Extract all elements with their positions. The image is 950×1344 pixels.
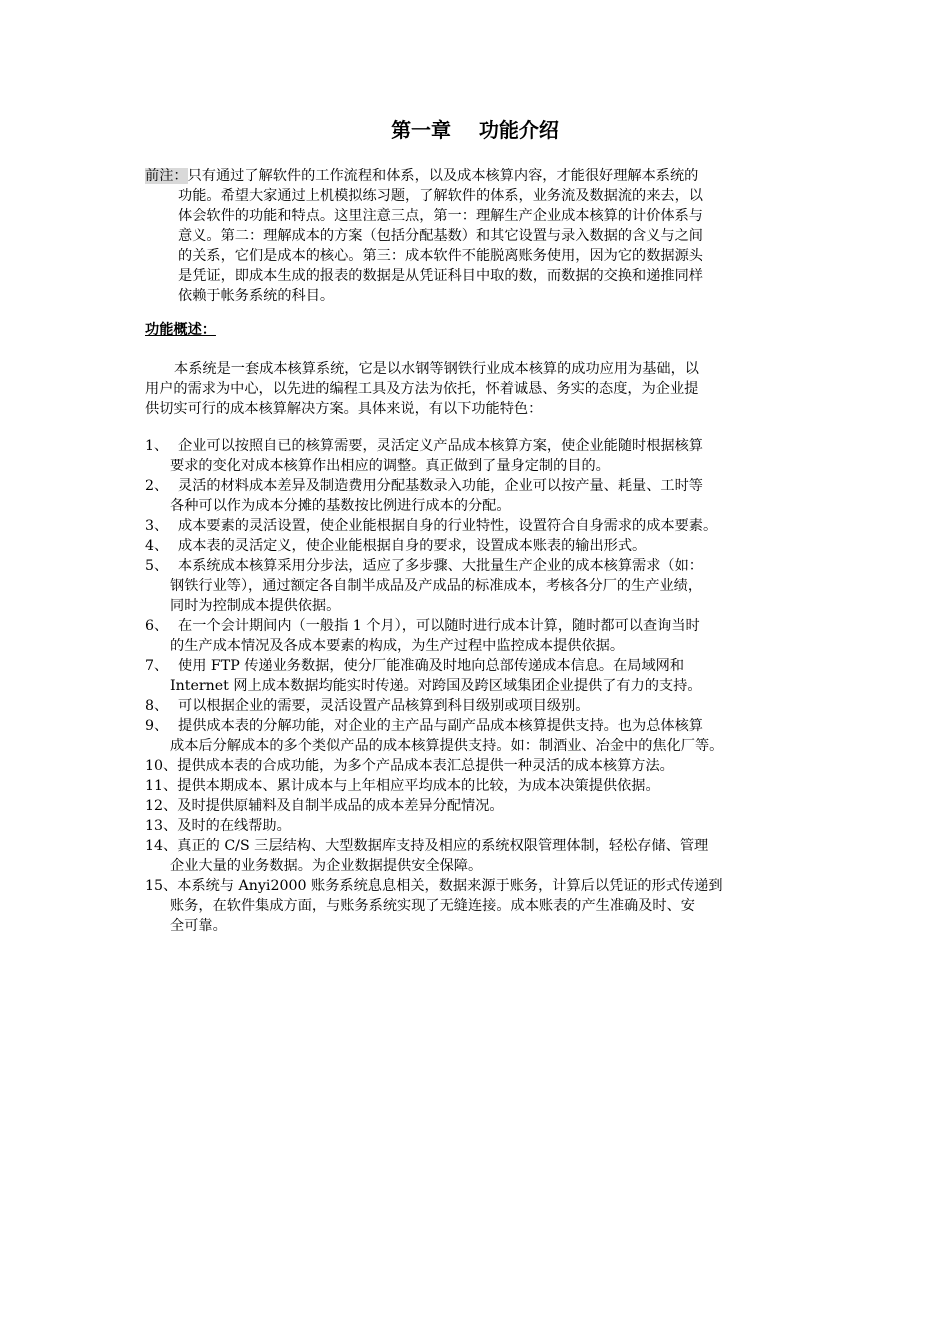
feature-number: 3、 bbox=[145, 518, 169, 534]
feature-first-line bbox=[145, 616, 845, 636]
feature-text: Internet 网上成本数据均能实时传递。对跨国及跨区域集团企业提供了有力的支持。 bbox=[170, 678, 702, 694]
feature-text: 提供本期成本、累计成本与上年相应平均成本的比较，为成本决策提供依据。 bbox=[177, 778, 660, 794]
preface-line: 功能。希望大家通过上机模拟练习题，了解软件的体系，业务流及数据流的来去，以 bbox=[178, 188, 703, 204]
feature-item bbox=[145, 616, 845, 656]
feature-line bbox=[145, 636, 845, 656]
feature-text: 同时为控制成本提供依据。 bbox=[170, 598, 341, 614]
section-heading: 功能概述： bbox=[145, 322, 216, 338]
chapter-title: 第一章 功能介绍 bbox=[391, 118, 559, 142]
feature-text: 的生产成本情况及各成本要素的构成，为生产过程中监控成本提供依据。 bbox=[170, 638, 625, 654]
feature-item bbox=[145, 556, 845, 616]
intro-paragraph bbox=[145, 359, 815, 419]
feature-number: 15、 bbox=[145, 878, 178, 894]
feature-text: 本系统成本核算采用分步法，适应了多步骤、大批量生产企业的成本核算需求（如： bbox=[178, 558, 703, 574]
feature-number: 14、 bbox=[145, 838, 178, 854]
feature-text: 在一个会计期间内（一般指 1 个月），可以随时进行成本计算，随时都可以查询当时 bbox=[178, 618, 700, 634]
feature-number: 9、 bbox=[145, 718, 169, 734]
preface-line: 意义。第二：理解成本的方案（包括分配基数）和其它设置与录入数据的含义与之间 bbox=[178, 228, 703, 244]
feature-item bbox=[145, 536, 845, 556]
feature-text: 使用 FTP 传递业务数据，使分厂能准确及时地向总部传递成本信息。在局域网和 bbox=[178, 658, 685, 674]
preface-text: 只有通过了解软件的工作流程和体系，以及成本核算内容，才能很好理解本系统的 bbox=[187, 168, 699, 184]
feature-first-line bbox=[145, 696, 845, 716]
feature-item bbox=[145, 716, 845, 756]
feature-text: 企业大量的业务数据。为企业数据提供安全保障。 bbox=[170, 858, 483, 874]
feature-first-line bbox=[145, 876, 845, 896]
feature-number: 12、 bbox=[145, 798, 178, 814]
feature-item bbox=[145, 476, 845, 516]
feature-item bbox=[145, 656, 845, 696]
feature-first-line bbox=[145, 816, 845, 836]
feature-text: 及时的在线帮助。 bbox=[177, 818, 291, 834]
feature-first-line bbox=[145, 476, 845, 496]
feature-text: 成本要素的灵活设置，使企业能根据自身的行业特性，设置符合自身需求的成本要素。 bbox=[178, 518, 718, 534]
feature-item bbox=[145, 436, 845, 476]
intro-line: 本系统是一套成本核算系统，它是以水钢等钢铁行业成本核算的成功应用为基础，以 bbox=[174, 361, 699, 377]
feature-first-line bbox=[145, 516, 845, 536]
feature-item bbox=[145, 816, 845, 836]
feature-number: 1、 bbox=[145, 438, 169, 454]
feature-text: 全可靠。 bbox=[170, 918, 227, 934]
feature-number: 10、 bbox=[145, 758, 178, 774]
feature-list bbox=[145, 436, 845, 936]
feature-text: 钢铁行业等），通过额定各自制半成品及产成品的标准成本，考核各分厂的生产业绩， bbox=[170, 578, 703, 594]
feature-number: 6、 bbox=[145, 618, 169, 634]
feature-item bbox=[145, 696, 845, 716]
feature-number: 8、 bbox=[145, 698, 169, 714]
preface-note bbox=[145, 166, 815, 306]
feature-line bbox=[145, 896, 845, 916]
feature-line bbox=[145, 856, 845, 876]
feature-line bbox=[145, 596, 845, 616]
feature-text: 各种可以作为成本分摊的基数按比例进行成本的分配。 bbox=[170, 498, 511, 514]
preface-line: 是凭证，即成本生成的报表的数据是从凭证科目中取的数，而数据的交换和递推同样 bbox=[178, 268, 703, 284]
feature-first-line bbox=[145, 836, 845, 856]
feature-first-line bbox=[145, 656, 845, 676]
feature-first-line bbox=[145, 716, 845, 736]
feature-text: 提供成本表的分解功能，对企业的主产品与副产品成本核算提供支持。也为总体核算 bbox=[178, 718, 703, 734]
feature-text: 提供成本表的合成功能，为多个产品成本表汇总提供一种灵活的成本核算方法。 bbox=[177, 758, 674, 774]
feature-text: 企业可以按照自已的核算需要，灵活定义产品成本核算方案，使企业能随时根据核算 bbox=[178, 438, 703, 454]
feature-text: 本系统与 Anyi2000 账务系统息息相关，数据来源于账务，计算后以凭证的形式传递到 bbox=[177, 878, 723, 894]
feature-number: 7、 bbox=[145, 658, 169, 674]
feature-number: 2、 bbox=[145, 478, 169, 494]
feature-first-line bbox=[145, 756, 845, 776]
feature-number: 11、 bbox=[145, 778, 178, 794]
intro-line: 用户的需求为中心，以先进的编程工具及方法为依托，怀着诚恳、务实的态度，为企业提 bbox=[145, 381, 699, 397]
feature-item bbox=[145, 756, 845, 776]
feature-first-line bbox=[145, 436, 845, 456]
feature-line bbox=[145, 916, 845, 936]
feature-text: 要求的变化对成本核算作出相应的调整。真正做到了量身定制的目的。 bbox=[170, 458, 610, 474]
feature-text: 成本表的灵活定义，使企业能根据自身的要求，设置成本账表的输出形式。 bbox=[178, 538, 647, 554]
preface-label: 前注： bbox=[145, 168, 188, 184]
feature-first-line bbox=[145, 796, 845, 816]
intro-line: 供切实可行的成本核算解决方案。具体来说，有以下功能特色： bbox=[145, 401, 543, 417]
feature-text: 真正的 C/S 三层结构、大型数据库支持及相应的系统权限管理体制，轻松存储、管理 bbox=[177, 838, 709, 854]
feature-line bbox=[145, 456, 845, 476]
feature-number: 13、 bbox=[145, 818, 178, 834]
preface-line: 依赖于帐务系统的科目。 bbox=[178, 288, 335, 304]
feature-item bbox=[145, 776, 845, 796]
feature-text: 灵活的材料成本差异及制造费用分配基数录入功能，企业可以按产量、耗量、工时等 bbox=[178, 478, 703, 494]
feature-item bbox=[145, 516, 845, 536]
feature-line bbox=[145, 496, 845, 516]
feature-text: 可以根据企业的需要，灵活设置产品核算到科目级别或项目级别。 bbox=[178, 698, 590, 714]
feature-first-line bbox=[145, 536, 845, 556]
feature-item bbox=[145, 876, 845, 936]
feature-line bbox=[145, 736, 845, 756]
preface-line: 的关系，它们是成本的核心。第三：成本软件不能脱离账务使用，因为它的数据源头 bbox=[178, 248, 703, 264]
feature-text: 及时提供原辅料及自制半成品的成本差异分配情况。 bbox=[177, 798, 504, 814]
preface-first-line bbox=[145, 166, 815, 186]
feature-line bbox=[145, 576, 845, 596]
feature-line bbox=[145, 676, 845, 696]
feature-item bbox=[145, 796, 845, 816]
feature-number: 5、 bbox=[145, 558, 169, 574]
feature-first-line bbox=[145, 776, 845, 796]
feature-text: 成本后分解成本的多个类似产品的成本核算提供支持。如：制酒业、冶金中的焦化厂等。 bbox=[170, 738, 724, 754]
feature-number: 4、 bbox=[145, 538, 169, 554]
feature-text: 账务，在软件集成方面，与账务系统实现了无缝连接。成本账表的产生准确及时、安 bbox=[170, 898, 695, 914]
preface-line: 体会软件的功能和特点。这里注意三点，第一：理解生产企业成本核算的计价体系与 bbox=[178, 208, 703, 224]
feature-first-line bbox=[145, 556, 845, 576]
feature-item bbox=[145, 836, 845, 876]
